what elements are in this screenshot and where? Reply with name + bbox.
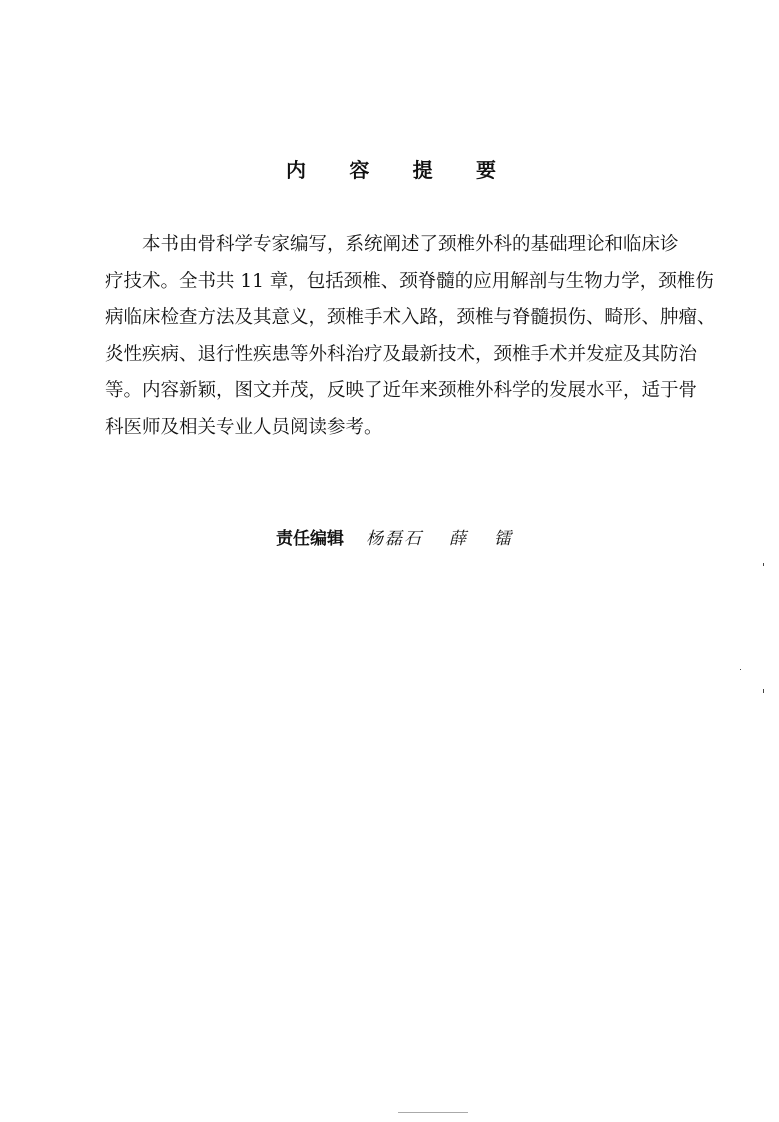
paragraph-line: 病临床检查方法及其意义，颈椎手术入路，颈椎与脊髓损伤、畸形、肿瘤、 — [105, 307, 716, 328]
editor-name: 杨磊石 — [366, 529, 423, 549]
paragraph-line: 等。内容新颖，图文并茂，反映了近年来颈椎外科学的发展水平，适于骨 — [105, 380, 698, 401]
scan-mark — [763, 689, 764, 693]
title-char: 提 — [412, 158, 433, 182]
editor-label: 责任编辑 — [276, 529, 344, 549]
scan-mark — [740, 669, 741, 670]
title-char: 要 — [475, 158, 496, 182]
title-char: 容 — [349, 158, 370, 182]
scan-mark — [398, 1112, 468, 1113]
title-char: 内 — [286, 158, 306, 182]
scan-mark — [763, 563, 764, 566]
page-title — [286, 154, 496, 183]
summary-paragraph — [105, 232, 716, 451]
editor-name: 薛 — [449, 529, 468, 549]
editor-credit — [276, 524, 539, 549]
paragraph-line: 本书由骨科学专家编写，系统阐述了颈椎外科的基础理论和临床诊 — [142, 234, 679, 255]
paragraph-line: 炎性疾病、退行性疾患等外科治疗及最新技术，颈椎手术并发症及其防治 — [105, 343, 698, 365]
editor-name: 镭 — [494, 529, 513, 549]
paragraph-line: 科医师及相关专业人员阅读参考。 — [105, 416, 383, 438]
paragraph-line: 疗技术。全书共 11 章，包括颈椎、颈脊髓的应用解剖与生物力学，颈椎伤 — [105, 270, 714, 292]
